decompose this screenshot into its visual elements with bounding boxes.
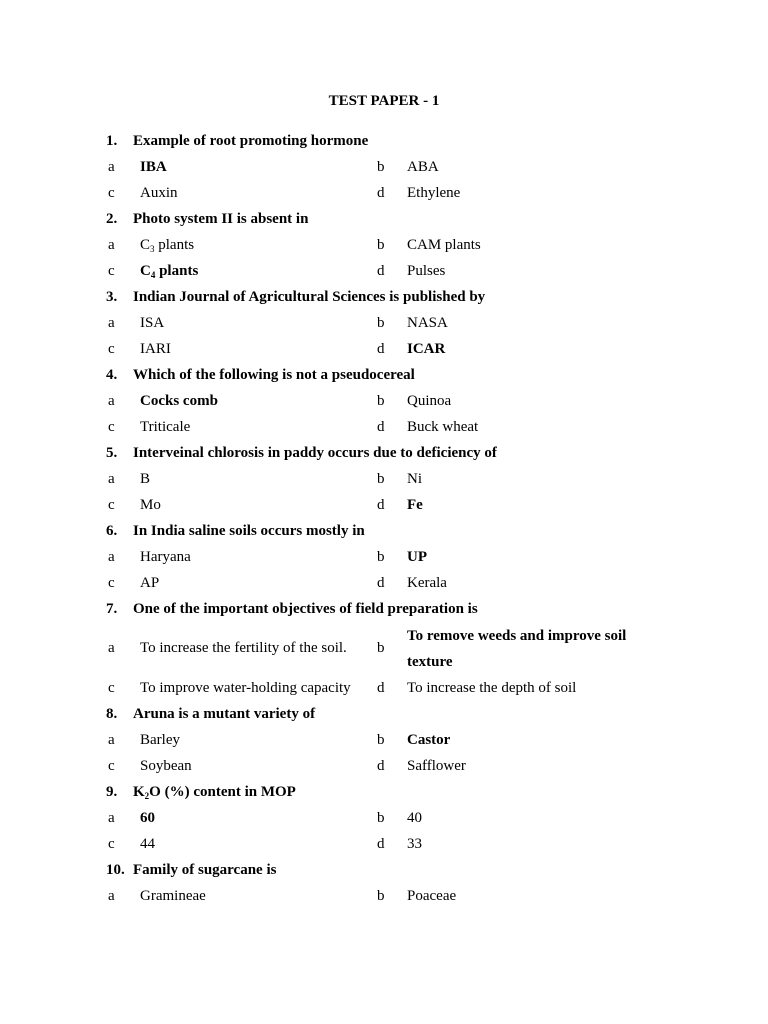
option-letter: b bbox=[377, 640, 385, 656]
question-number: 8. bbox=[106, 706, 118, 722]
option-c: To improve water-holding capacity bbox=[140, 680, 351, 696]
option-letter: d bbox=[377, 185, 385, 201]
option-letter: a bbox=[108, 237, 115, 253]
option-a: Barley bbox=[140, 732, 180, 748]
option-a: 60 bbox=[140, 810, 155, 826]
option-b: Ni bbox=[407, 471, 422, 487]
option-d: Ethylene bbox=[407, 185, 461, 201]
option-letter: b bbox=[377, 159, 385, 175]
options-row bbox=[0, 571, 768, 597]
option-a: Haryana bbox=[140, 549, 191, 565]
option-c: Auxin bbox=[140, 185, 178, 201]
option-d: Pulses bbox=[407, 263, 446, 279]
option-letter: c bbox=[108, 185, 115, 201]
option-letter: d bbox=[377, 680, 385, 696]
options-row bbox=[0, 623, 768, 676]
option-letter: b bbox=[377, 315, 385, 331]
options-row bbox=[0, 493, 768, 519]
option-c-rest: plants bbox=[155, 263, 199, 279]
options-row bbox=[0, 415, 768, 441]
options-row bbox=[0, 728, 768, 754]
option-letter: a bbox=[108, 732, 115, 748]
question-number: 9. bbox=[106, 784, 118, 800]
option-b: NASA bbox=[407, 315, 448, 331]
options-row bbox=[0, 155, 768, 181]
question-number: 5. bbox=[106, 445, 118, 461]
option-b: Poaceae bbox=[407, 888, 457, 904]
option-d: To increase the depth of soil bbox=[407, 680, 577, 696]
option-a-subscript: 3 bbox=[150, 244, 155, 254]
question-text: Indian Journal of Agricultural Sciences is published by bbox=[133, 289, 486, 305]
option-a: To increase the fertility of the soil. bbox=[140, 640, 347, 656]
option-d: Buck wheat bbox=[407, 419, 479, 435]
option-letter: b bbox=[377, 549, 385, 565]
option-c-base: C bbox=[140, 263, 151, 279]
options-row bbox=[0, 806, 768, 832]
option-a: IBA bbox=[140, 159, 167, 175]
options-row bbox=[0, 337, 768, 363]
option-letter: a bbox=[108, 393, 115, 409]
option-letter: c bbox=[108, 263, 115, 279]
option-letter: b bbox=[377, 393, 385, 409]
question-10 bbox=[0, 858, 768, 884]
options-row bbox=[0, 754, 768, 780]
option-letter: c bbox=[108, 341, 115, 357]
options-row bbox=[0, 884, 768, 910]
option-b: ABA bbox=[407, 159, 439, 175]
option-letter: a bbox=[108, 810, 115, 826]
option-d: ICAR bbox=[407, 341, 446, 357]
question-6 bbox=[0, 519, 768, 545]
question-number: 7. bbox=[106, 601, 118, 617]
question-text-base: K bbox=[133, 784, 145, 800]
options-row bbox=[0, 676, 768, 702]
option-c: Mo bbox=[140, 497, 161, 513]
question-1 bbox=[0, 129, 768, 155]
question-number: 6. bbox=[106, 523, 118, 539]
option-b: 40 bbox=[407, 810, 422, 826]
option-letter: c bbox=[108, 419, 115, 435]
option-letter: d bbox=[377, 575, 385, 591]
question-8 bbox=[0, 702, 768, 728]
option-c: Triticale bbox=[140, 419, 191, 435]
options-row bbox=[0, 832, 768, 858]
option-a: Gramineae bbox=[140, 888, 206, 904]
option-a: B bbox=[140, 471, 151, 487]
option-d: 33 bbox=[407, 836, 422, 852]
option-a bbox=[140, 237, 194, 254]
option-c: IARI bbox=[140, 341, 171, 357]
option-letter: d bbox=[377, 497, 385, 513]
option-letter: d bbox=[377, 419, 385, 435]
question-text: Photo system II is absent in bbox=[133, 211, 309, 227]
option-a: ISA bbox=[140, 315, 165, 331]
option-letter: a bbox=[108, 888, 115, 904]
question-text: Aruna is a mutant variety of bbox=[133, 706, 316, 722]
option-c-subscript: 4 bbox=[150, 270, 156, 280]
options-row bbox=[0, 545, 768, 571]
page-title: TEST PAPER - 1 bbox=[328, 93, 440, 109]
option-letter: d bbox=[377, 758, 385, 774]
question-list bbox=[0, 129, 768, 910]
question-9 bbox=[0, 780, 768, 806]
question-text: In India saline soils occurs mostly in bbox=[133, 523, 365, 539]
options-row bbox=[0, 181, 768, 207]
option-b: Quinoa bbox=[407, 393, 452, 409]
question-5 bbox=[0, 441, 768, 467]
options-row bbox=[0, 467, 768, 493]
option-a-base: C bbox=[140, 237, 151, 253]
question-2 bbox=[0, 207, 768, 233]
option-c: Soybean bbox=[140, 758, 192, 774]
options-row bbox=[0, 311, 768, 337]
question-number: 1. bbox=[106, 133, 118, 149]
option-letter: a bbox=[108, 640, 115, 656]
question-4 bbox=[0, 363, 768, 389]
option-a-rest: plants bbox=[154, 237, 195, 253]
option-b: CAM plants bbox=[407, 237, 481, 253]
options-row bbox=[0, 259, 768, 285]
option-letter: b bbox=[377, 888, 385, 904]
option-b: To remove weeds and improve soil texture bbox=[407, 628, 627, 670]
option-letter: c bbox=[108, 680, 115, 696]
question-text-rest: O (%) content in MOP bbox=[149, 784, 296, 800]
question-3 bbox=[0, 285, 768, 311]
option-letter: c bbox=[108, 497, 115, 513]
question-number: 2. bbox=[106, 211, 118, 227]
option-letter: b bbox=[377, 471, 385, 487]
option-letter: c bbox=[108, 758, 115, 774]
question-number: 10. bbox=[106, 862, 125, 878]
option-c: 44 bbox=[140, 836, 155, 852]
option-d: Safflower bbox=[407, 758, 466, 774]
option-letter: d bbox=[377, 263, 385, 279]
question-text bbox=[133, 784, 296, 801]
option-letter: a bbox=[108, 471, 115, 487]
option-letter: a bbox=[108, 315, 115, 331]
option-letter: b bbox=[377, 732, 385, 748]
question-text: Interveinal chlorosis in paddy occurs due to deficiency of bbox=[133, 445, 497, 461]
question-text: Which of the following is not a pseudocereal bbox=[133, 367, 415, 383]
options-row bbox=[0, 233, 768, 259]
question-7 bbox=[0, 597, 768, 623]
option-a: Cocks comb bbox=[140, 393, 218, 409]
question-text: Example of root promoting hormone bbox=[133, 133, 369, 149]
option-b: Castor bbox=[407, 732, 451, 748]
question-number: 3. bbox=[106, 289, 118, 305]
option-letter: c bbox=[108, 836, 115, 852]
option-d: Kerala bbox=[407, 575, 447, 591]
option-c bbox=[140, 263, 198, 280]
question-text-subscript: 2 bbox=[144, 791, 150, 801]
question-text: One of the important objectives of field preparation is bbox=[133, 601, 478, 617]
option-letter: a bbox=[108, 549, 115, 565]
option-letter: b bbox=[377, 237, 385, 253]
option-letter: c bbox=[108, 575, 115, 591]
question-text: Family of sugarcane is bbox=[133, 862, 277, 878]
option-letter: a bbox=[108, 159, 115, 175]
question-number: 4. bbox=[106, 367, 118, 383]
option-letter: b bbox=[377, 810, 385, 826]
option-d: Fe bbox=[407, 497, 423, 513]
option-c: AP bbox=[140, 575, 160, 591]
option-b: UP bbox=[407, 549, 427, 565]
option-letter: d bbox=[377, 836, 385, 852]
option-letter: d bbox=[377, 341, 385, 357]
options-row bbox=[0, 389, 768, 415]
